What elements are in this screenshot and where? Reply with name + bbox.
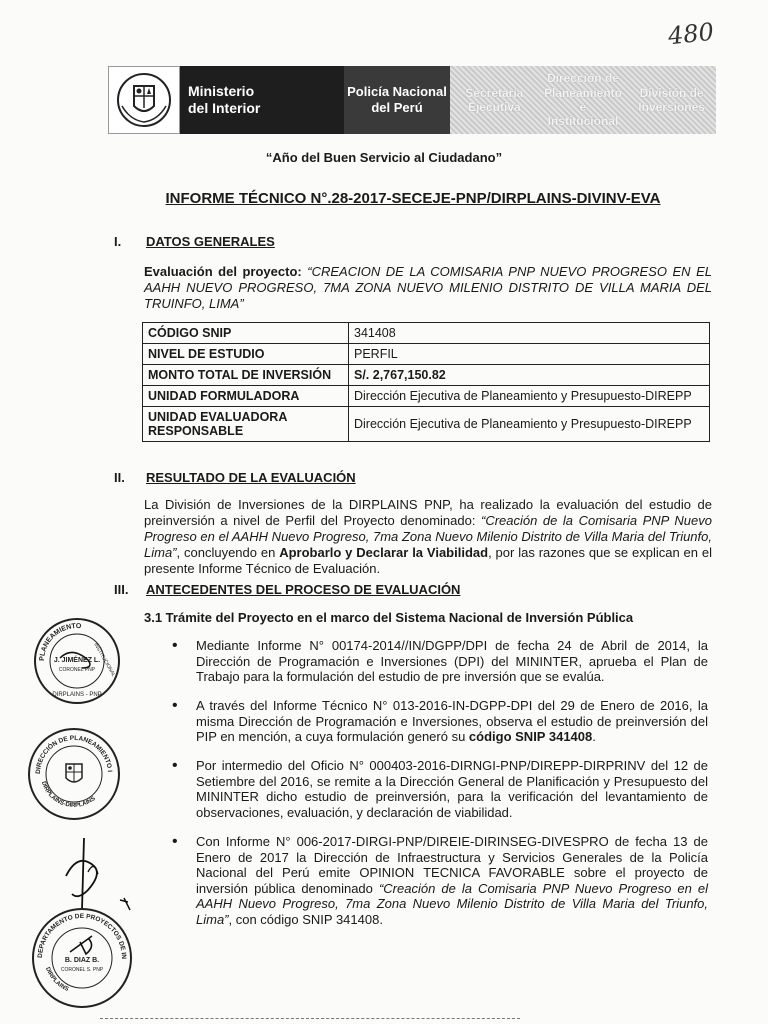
table-value: S/. 2,767,150.82: [349, 365, 710, 386]
bullet-icon: •: [172, 697, 178, 714]
subsection-3-1: 3.1 Trámite del Proyecto en el marco del Sistema Nacional de Inversión Pública: [144, 610, 634, 625]
table-label: UNIDAD EVALUADORA RESPONSABLE: [143, 407, 349, 442]
table-label: MONTO TOTAL DE INVERSIÓN: [143, 365, 349, 386]
svg-text:CORONEL PNP: CORONEL PNP: [58, 667, 96, 673]
svg-text:B. DIAZ B.: B. DIAZ B.: [64, 957, 100, 964]
evaluation-result-paragraph: La División de Inversiones de la DIRPLAINS PNP, ha realizado la evaluación del estudio de preinversión a nivel de Perfil del Proyecto denominado: “Creación de la Comisaria PNP Nuevo Progreso en el AAHH Nuevo Progreso, 7ma Zona Nuevo Milenio Distrito de Villa Maria del Triunfo, Lima”, concluyendo en Aprobarlo y Declarar la Viabilidad, por las razones que se explican en el presente Informe Técnico de Evaluación.: [144, 497, 713, 576]
svg-text:DIRPLAINS-DIRPLAINS: DIRPLAINS-DIRPLAINS: [40, 780, 97, 809]
project-evaluation-paragraph: Evaluación del proyecto: “CREACION DE LA COMISARIA PNP NUEVO PROGRESO EN EL AAHH NUEVO PROGRESO, 7MA ZONA NUEVO MILENIO DISTRITO DE VILLA MARIA DEL TRUINFO, LIMA”: [144, 264, 712, 311]
svg-text:J. JIMÉNEZ L.: J. JIMÉNEZ L.: [53, 657, 101, 664]
office-division: División de Inversiones: [638, 85, 705, 114]
report-title: INFORME TÉCNICO N°.28-2017-SECEJE-PNP/DIRPLAINS-DIVINV-EVA: [165, 190, 661, 207]
table-value: 341408: [349, 323, 710, 344]
institutional-planning-stamp: [26, 726, 122, 827]
svg-text:DIRPLAINS - PNP: DIRPLAINS - PNP: [52, 692, 102, 698]
police-label: Policía Nacional del Perú: [344, 66, 450, 134]
svg-text:DIRECCIÓN DE PLANEAMIENTO INST: DIRECCIÓN DE PLANEAMIENTO I: [34, 734, 113, 775]
table-value: PERFIL: [349, 344, 710, 365]
bullet-icon: •: [172, 757, 178, 774]
page-edge-divider: [100, 1018, 520, 1019]
table-value: Dirección Ejecutiva de Planeamiento y Presupuesto-DIREPP: [349, 386, 710, 407]
svg-text:DEPARTAMENTO DE PROYECTOS DE I: DEPARTAMENTO DE PROYECTOS DE IN: [36, 912, 128, 960]
svg-text:INSTITUCIONAL: INSTITUCIONAL: [92, 642, 117, 678]
page-number: 480: [666, 17, 716, 51]
table-label: NIVEL DE ESTUDIO: [143, 344, 349, 365]
svg-text:DIRPLAINS: DIRPLAINS: [44, 966, 70, 993]
year-motto: “Año del Buen Servicio al Ciudadano”: [265, 150, 503, 165]
office-direccion: Dirección de Planeamiento e Institucional: [543, 71, 622, 129]
planning-stamp: [32, 616, 122, 711]
bullet-item-3: Por intermedio del Oficio N° 000403-2016-DIRNGI-PNP/DIREPP-DIRPRINV del 12 de Setiembre del 2016, se remite a la Dirección General de Planificación y Presupuesto del MININTER dicho estudio de preinversión, para la verificación del levantamiento de observaciones, evaluación, y declaración de viabilidad.: [196, 758, 708, 820]
table-row: [143, 344, 710, 365]
office-labels: [450, 66, 716, 134]
project-info-table: [142, 322, 710, 442]
table-label: CÓDIGO SNIP: [143, 323, 349, 344]
bullet-item-1: Mediante Informe N° 00174-2014//IN/DGPP/DPI de fecha 24 de Abril de 2014, la Dirección de Programación e Inversiones (DPI) del MININTER, aprueba el Plan de Trabajo para la formulación del estudio de pre inversión que se evalúa.: [196, 638, 708, 684]
svg-text:CORONEL S. PNP: CORONEL S. PNP: [60, 967, 104, 973]
ministry-label: Ministerio del Interior: [180, 66, 344, 134]
institution-banner: [108, 66, 716, 134]
table-row: [143, 407, 710, 442]
peru-coat-of-arms-icon: [108, 66, 180, 134]
table-label: UNIDAD FORMULADORA: [143, 386, 349, 407]
bullet-item-2: A través del Informe Técnico N° 013-2016-IN-DGPP-DPI del 29 de Enero de 2016, la misma Dirección de Programación e Inversiones, observa el estudio de preinversión del PIP en mención, a cuya formulación generó su código SNIP 341408.: [196, 698, 708, 744]
bullet-icon: •: [172, 833, 178, 850]
svg-text:PLANEAMIENTO: PLANEAMIENTO: [38, 622, 82, 662]
bullet-item-4: Con Informe N° 006-2017-DIRGI-PNP/DIREIE-DIRINSEG-DIVESPRO de fecha 13 de Enero de 2017 la Dirección de Infraestructura y Servicios Generales de la Policía Nacional del Perú emite OPINION TECNICA FAVORABLE sobre el proyecto de inversión pública denominado “Creación de la Comisaria PNP Nuevo Progreso en el AAHH Nuevo Progreso, 7ma Zona Nuevo Milenio Distrito de Villa Maria del Triunfo, Lima”, con código SNIP 341408.: [196, 834, 708, 927]
table-row: [143, 386, 710, 407]
table-row: [143, 365, 710, 386]
table-row: [143, 323, 710, 344]
office-secretaria: Secretaría Ejecutiva: [465, 85, 524, 114]
investment-projects-stamp: [30, 906, 134, 1015]
bullet-icon: •: [172, 637, 178, 654]
table-value: Dirección Ejecutiva de Planeamiento y Presupuesto-DIREPP: [349, 407, 710, 442]
